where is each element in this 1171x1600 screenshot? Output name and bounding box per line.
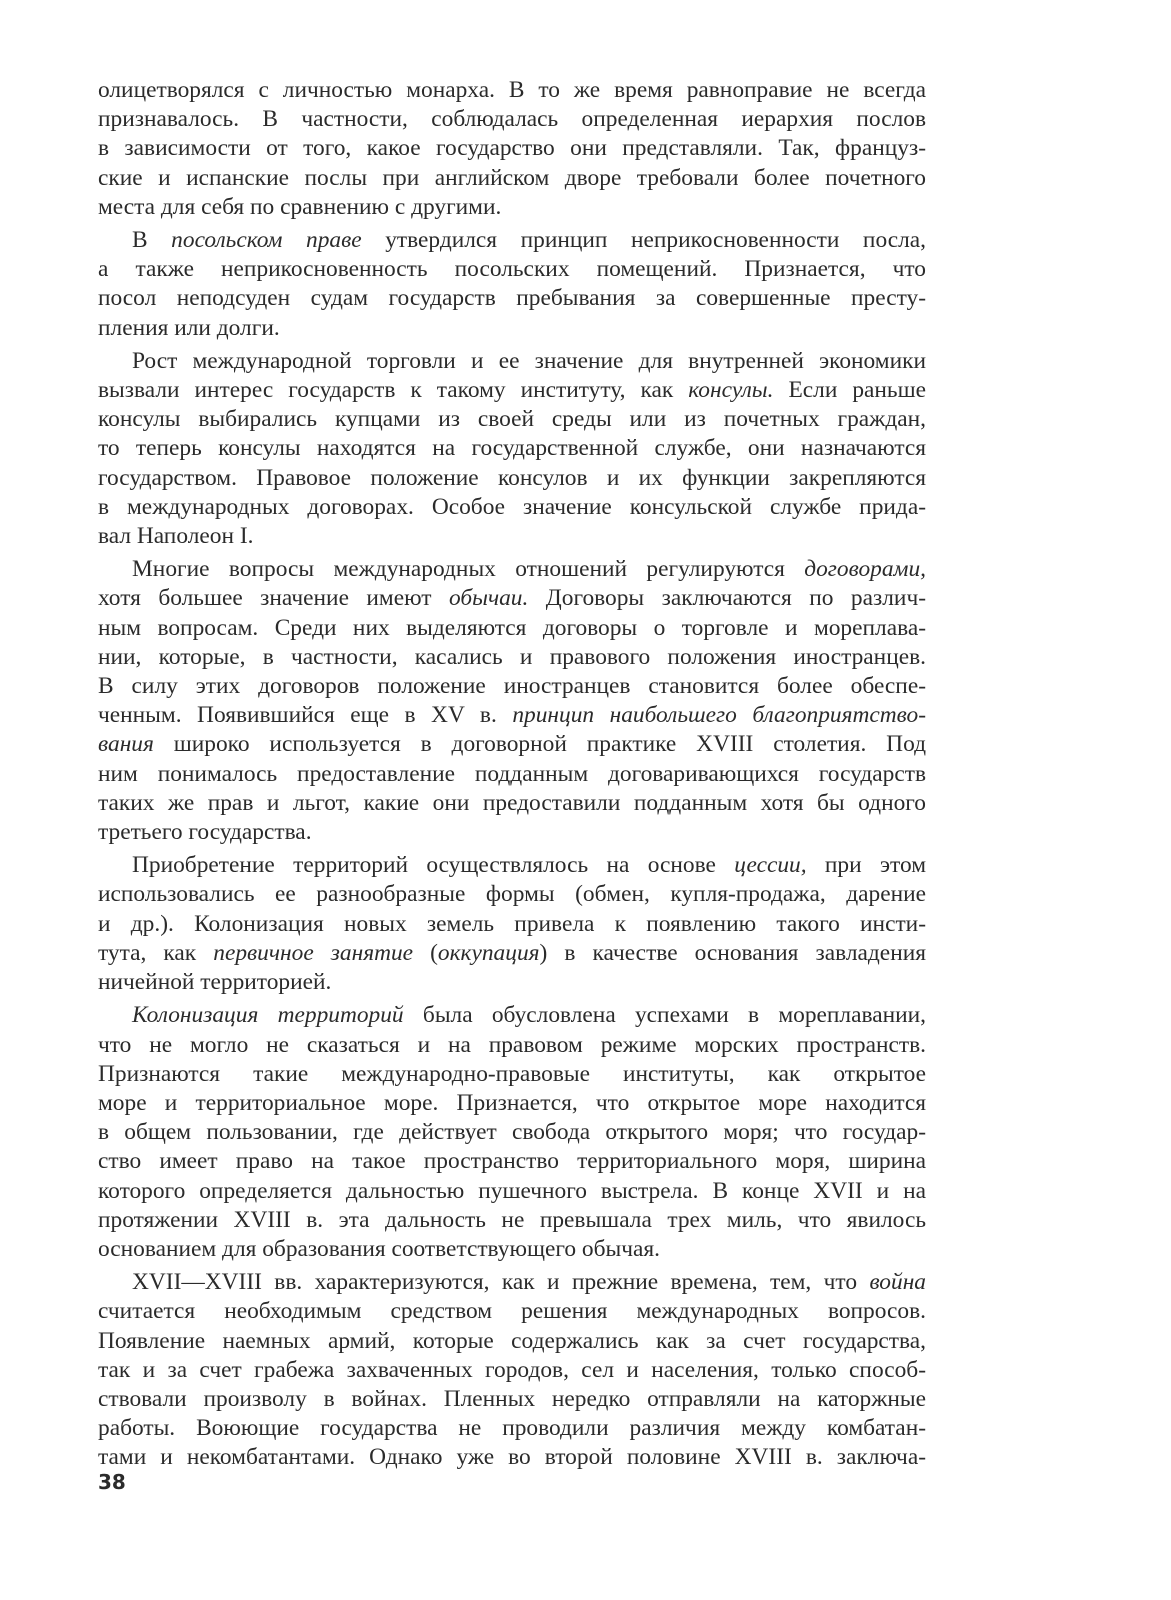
text-run: протяжении XVIII в. эта дальность не превышала трех миль, что явилось (98, 1206, 926, 1233)
text-run: В (132, 227, 172, 254)
text-line (98, 164, 926, 193)
italic-term: договорами, (804, 556, 926, 583)
text-run: нии, которые, в частности, касались и правового положения иностранцев. (98, 643, 926, 670)
text-run: широко используется в договорной практике XVIII столетия. Под (153, 731, 926, 758)
text-run: В силу этих договоров положение иностранцев становится более обеспе- (98, 673, 926, 700)
text-line (98, 255, 926, 284)
text-line (98, 939, 926, 968)
text-run: ( (413, 939, 438, 966)
text-run: ничейной территорией. (98, 969, 332, 996)
text-line (98, 643, 926, 672)
text-run: места для себя по сравнению с другими. (98, 193, 502, 220)
text-run: вал Наполеон I. (98, 523, 254, 550)
italic-term: оккупация (437, 939, 540, 966)
text-run: что не могло не сказаться и на правовом режиме морских пространств. (98, 1031, 926, 1058)
text-line (98, 1235, 926, 1264)
italic-term: первичное занятие (213, 939, 414, 966)
text-line (98, 464, 926, 493)
text-line (98, 347, 926, 376)
text-line (98, 851, 926, 880)
text-run: Договоры заключаются по различ- (528, 585, 926, 612)
text-run: которого определяется дальностью пушечного выстрела. В конце XVII и на (98, 1177, 926, 1204)
text-line (98, 880, 926, 909)
text-run: при этом (806, 852, 926, 879)
text-line (98, 1385, 926, 1414)
text-run: ным вопросам. Среди них выделяются договоры о торговле и мореплава- (98, 614, 926, 641)
text-run: так и за счет грабежа захваченных городов, сел и населения, только способ- (98, 1356, 926, 1383)
paragraph (98, 851, 926, 997)
text-line (98, 818, 926, 847)
text-line (98, 730, 926, 759)
paragraph (98, 555, 926, 847)
text-line (98, 1356, 926, 1385)
text-run: консулы выбирались купцами из своей среды или из почетных граждан, (98, 406, 926, 433)
text-run: ствовали произволу в войнах. Пленных нередко отправляли на каторжные (98, 1385, 926, 1412)
italic-term: вания (98, 731, 154, 758)
page-body (98, 76, 926, 1473)
text-line (98, 614, 926, 643)
text-line (98, 1268, 926, 1297)
text-run: работы. Воюющие государства не проводили различия между комбатан- (98, 1415, 926, 1442)
text-line (98, 1443, 926, 1472)
text-run: ним понималось предоставление подданным договаривающихся государств (98, 760, 926, 787)
text-line (98, 522, 926, 551)
text-line (98, 193, 926, 222)
text-line (98, 701, 926, 730)
text-run: олицетворялся с личностью монарха. В то же время равноправие не всегда (98, 77, 926, 103)
page-number: 38 (98, 1470, 126, 1494)
text-line (98, 1060, 926, 1089)
text-line (98, 910, 926, 939)
text-line (98, 314, 926, 343)
text-run: использовались ее разнообразные формы (обмен, купля-продажа, дарение (98, 881, 926, 908)
text-run: ченным. Появившийся еще в XV в. (98, 702, 513, 729)
text-line (98, 284, 926, 313)
italic-term: цессии, (734, 852, 807, 879)
text-run: в международных договорах. Особое значение консульской службе прида- (98, 493, 926, 520)
text-run: и др.). Колонизация новых земель привела к появлению такого инсти- (98, 910, 926, 937)
text-line (98, 226, 926, 255)
text-line (98, 968, 926, 997)
text-run: была обусловлена успехами в мореплавании, (403, 1002, 927, 1029)
italic-term: принцип наибольшего благоприятство- (512, 702, 926, 729)
italic-term: война (869, 1269, 926, 1296)
text-run: ские и испанские послы при английском дворе требовали более почетного (98, 164, 926, 191)
text-line (98, 1297, 926, 1326)
text-run: признавалось. В частности, соблюдалась определенная иерархия послов (98, 106, 926, 133)
text-line (98, 789, 926, 818)
text-run: Признаются такие международно-правовые институты, как открытое (98, 1060, 926, 1087)
text-run: ) в качестве основания завладения (539, 939, 926, 966)
text-line (98, 376, 926, 405)
text-line (98, 1206, 926, 1235)
text-run: посол неподсуден судам государств пребывания за совершенные престу- (98, 285, 926, 312)
text-run: Если раньше (773, 377, 926, 404)
text-run: третьего государства. (98, 819, 312, 846)
text-run: утвердился принцип неприкосновенности посла, (361, 227, 927, 254)
text-run: основанием для образования соответствующего обычая. (98, 1235, 660, 1262)
text-line (98, 1031, 926, 1060)
text-line (98, 1327, 926, 1356)
text-run: таких же прав и льгот, какие они предоставили подданным хотя бы одного (98, 789, 926, 816)
italic-term: обычаи. (448, 585, 529, 612)
text-line (98, 672, 926, 701)
paragraph (98, 1001, 926, 1264)
text-run: то теперь консулы находятся на государственной службе, они назначаются (98, 435, 926, 462)
text-line (98, 1414, 926, 1443)
text-line (98, 584, 926, 613)
text-run: пления или долги. (98, 314, 280, 341)
text-run: Появление наемных армий, которые содержались как за счет государства, (98, 1327, 926, 1354)
text-run: Приобретение территорий осуществлялось на основе (132, 852, 735, 879)
text-line (98, 434, 926, 463)
text-line (98, 760, 926, 789)
text-run: в общем пользовании, где действует свобода открытого моря; что государ- (98, 1119, 926, 1146)
paragraph (98, 1268, 926, 1472)
text-line (98, 105, 926, 134)
text-line (98, 555, 926, 584)
paragraph (98, 347, 926, 551)
text-line (98, 405, 926, 434)
text-line (98, 1118, 926, 1147)
text-run: XVII—XVIII вв. характеризуются, как и прежние времена, тем, что (132, 1269, 870, 1296)
text-run: тами и некомбатантами. Однако уже во второй половине XVIII в. заключа- (98, 1444, 926, 1471)
text-line (98, 76, 926, 105)
text-line (98, 1147, 926, 1176)
italic-term: консулы. (688, 377, 774, 404)
text-line (98, 1177, 926, 1206)
text-line (98, 1089, 926, 1118)
paragraph (98, 76, 926, 222)
text-run: ство имеет право на такое пространство территориального моря, ширина (98, 1148, 926, 1175)
text-run: государством. Правовое положение консулов и их функции закрепляются (98, 464, 926, 491)
text-run: море и территориальное море. Признается, что открытое море находится (98, 1089, 926, 1116)
text-run: а также неприкосновенность посольских помещений. Признается, что (98, 256, 926, 283)
text-run: считается необходимым средством решения международных вопросов. (98, 1298, 926, 1325)
text-run: тута, как (98, 939, 214, 966)
italic-term: посольском праве (171, 227, 362, 254)
italic-term: Колонизация территорий (132, 1002, 404, 1029)
text-run: хотя большее значение имеют (98, 585, 449, 612)
text-line (98, 134, 926, 163)
text-line (98, 493, 926, 522)
text-line (98, 1001, 926, 1030)
paragraph (98, 226, 926, 343)
text-run: в зависимости от того, какое государство они представляли. Так, француз- (98, 135, 926, 162)
text-run: Рост международной торговли и ее значение для внутренней экономики (132, 347, 926, 374)
text-run: Многие вопросы международных отношений регулируются (132, 556, 805, 583)
text-run: вызвали интерес государств к такому институту, как (98, 377, 689, 404)
